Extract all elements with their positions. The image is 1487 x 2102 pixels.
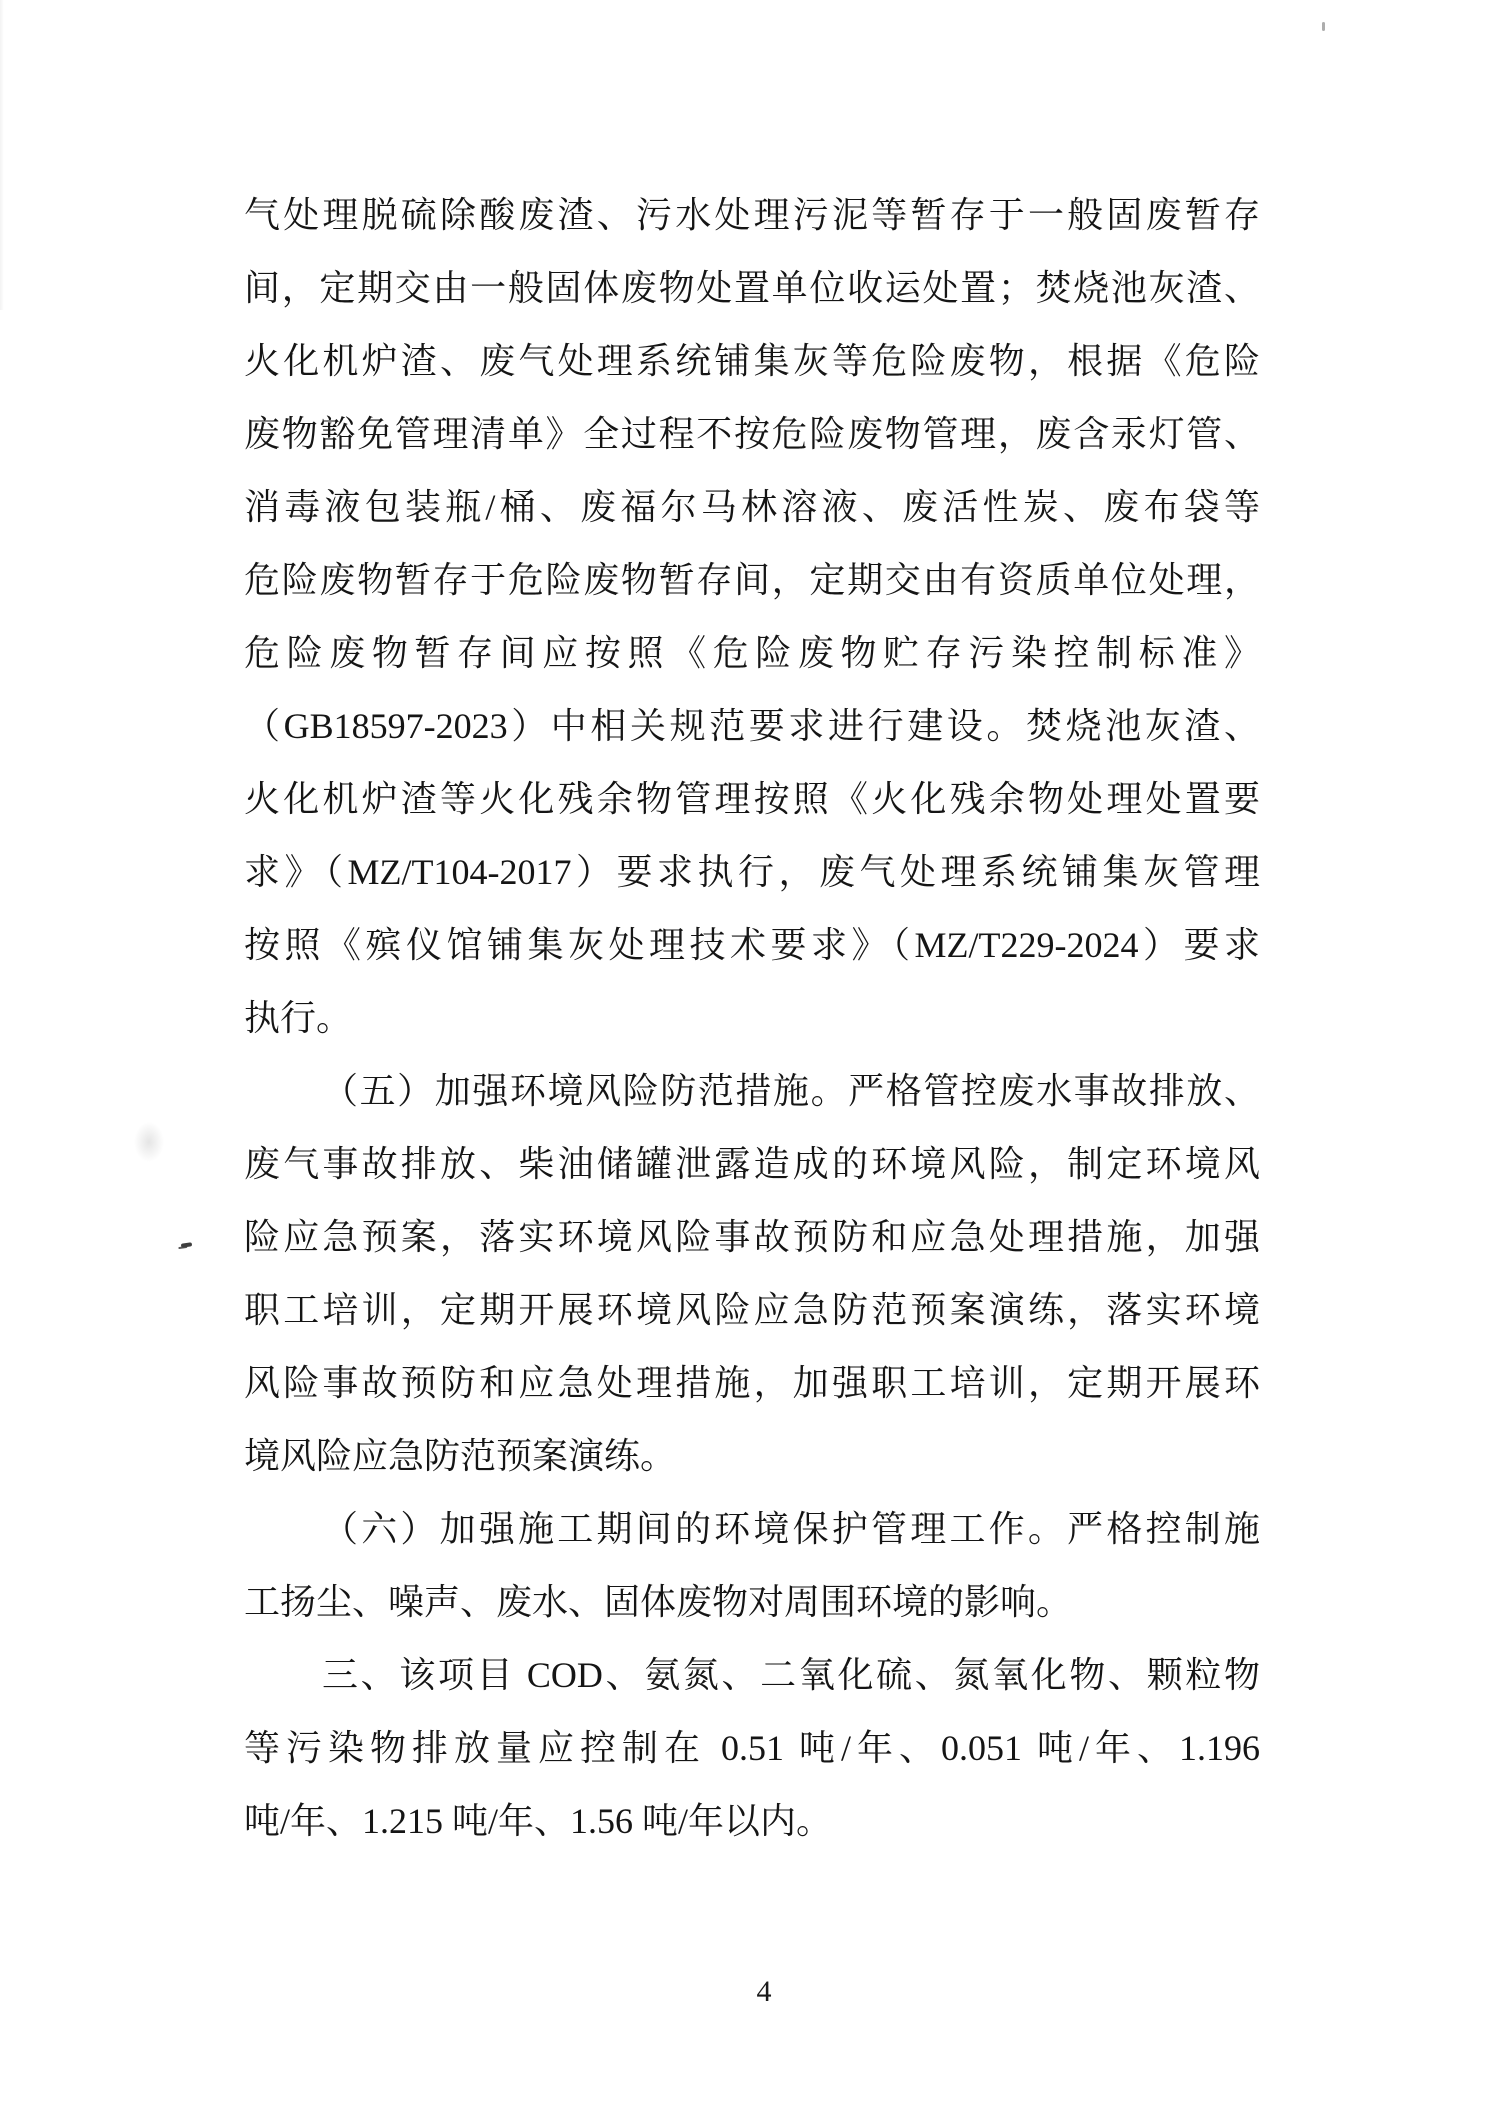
text-line: 按照《殡仪馆铺集灰处理技术要求》（MZ/T229-2024）要求 [244, 925, 1260, 965]
text-line: 险应急预案，落实环境风险事故预防和应急处理措施，加强 [244, 1217, 1260, 1257]
scan-artifact-smudge [134, 1122, 164, 1162]
text-line: 火化机炉渣等火化残余物管理按照《火化残余物处理处置要 [244, 779, 1260, 819]
text-line: 消毒液包装瓶/桶、废福尔马林溶液、废活性炭、废布袋等 [244, 487, 1260, 527]
text-line: 职工培训，定期开展环境风险应急防范预案演练，落实环境 [244, 1290, 1260, 1330]
text-line: 三、该项目 COD、氨氮、二氧化硫、氮氧化物、颗粒物 [322, 1655, 1260, 1695]
text-line: 执行。 [244, 998, 353, 1038]
page-edge-shadow [0, 0, 4, 310]
text-line: 吨/年、1.215 吨/年、1.56 吨/年以内。 [244, 1801, 833, 1841]
body-text [244, 179, 1260, 1858]
text-line: （五）加强环境风险防范措施。严格管控废水事故排放、 [322, 1071, 1260, 1111]
text-line: 废物豁免管理清单》全过程不按危险废物管理，废含汞灯管、 [244, 414, 1260, 454]
text-line: 危险废物暂存于危险废物暂存间，定期交由有资质单位处理， [244, 560, 1260, 600]
text-line: （六）加强施工期间的环境保护管理工作。严格控制施 [322, 1509, 1260, 1549]
text-line: 气处理脱硫除酸废渣、污水处理污泥等暂存于一般固废暂存 [244, 195, 1260, 235]
text-line: 等污染物排放量应控制在 0.51 吨/年、0.051 吨/年、1.196 [244, 1728, 1260, 1768]
text-line: 火化机炉渣、废气处理系统铺集灰等危险废物，根据《危险 [244, 341, 1260, 381]
text-line: （GB18597-2023）中相关规范要求进行建设。焚烧池灰渣、 [244, 706, 1260, 746]
text-line: 境风险应急防范预案演练。 [244, 1436, 677, 1476]
text-line: 工扬尘、噪声、废水、固体废物对周围环境的影响。 [244, 1582, 1073, 1622]
text-line: 危险废物暂存间应按照《危险废物贮存污染控制标准》 [244, 633, 1260, 673]
text-line: 风险事故预防和应急处理措施，加强职工培训，定期开展环 [244, 1363, 1260, 1403]
scan-artifact-mark [181, 1242, 192, 1247]
page-number: 4 [756, 1975, 772, 2008]
text-line: 求》（MZ/T104-2017）要求执行，废气处理系统铺集灰管理 [244, 852, 1260, 892]
scan-artifact-dot [1322, 22, 1325, 31]
text-line: 废气事故排放、柴油储罐泄露造成的环境风险，制定环境风 [244, 1144, 1260, 1184]
text-line: 间，定期交由一般固体废物处置单位收运处置；焚烧池灰渣、 [244, 268, 1260, 308]
